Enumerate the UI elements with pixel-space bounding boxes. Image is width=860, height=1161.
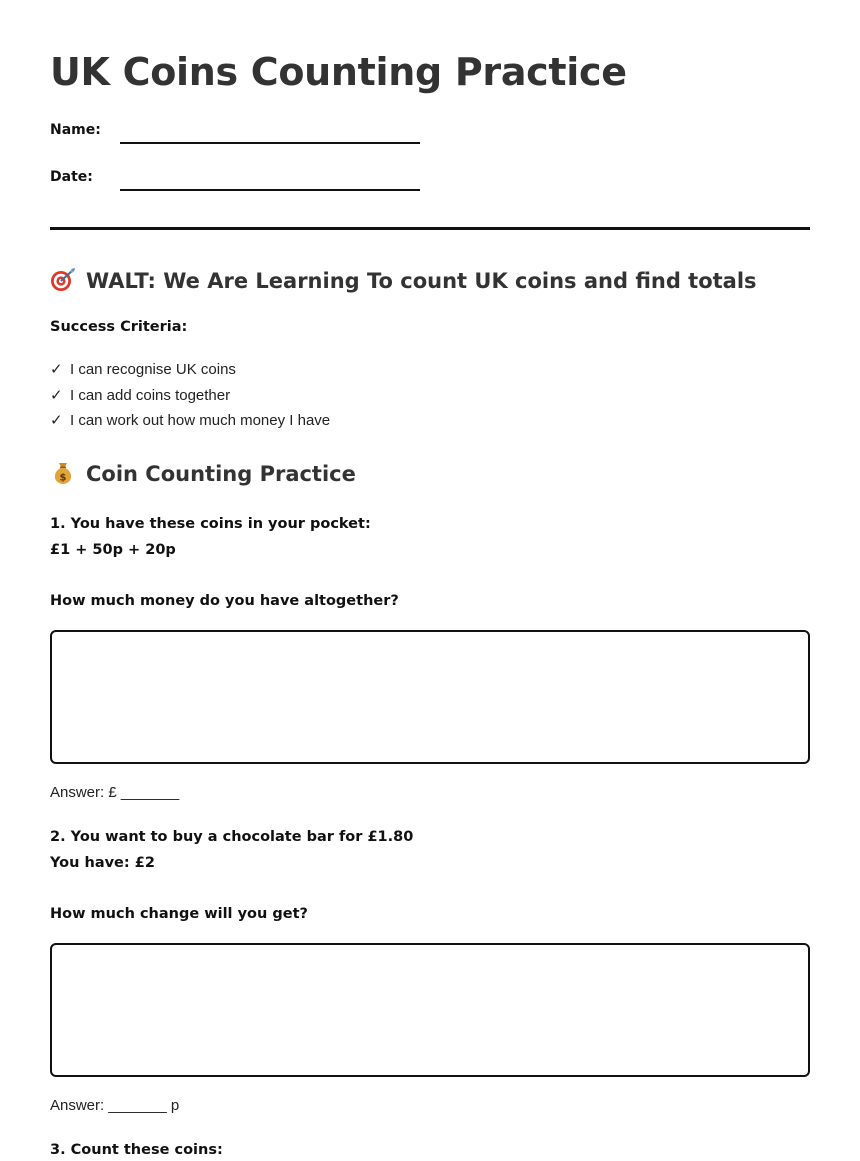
question-1-text: 1. You have these coins in your pocket: [50, 516, 371, 532]
question-2-text: 2. You want to buy a chocolate bar for £1.80 [50, 829, 414, 845]
criteria-item: ✓ I can add coins together [50, 386, 231, 404]
walt-heading [50, 268, 757, 293]
tick-icon: ✓ [50, 386, 63, 404]
worksheet-title: UK Coins Counting Practice [50, 50, 627, 94]
question-1-answer: Answer: £ _______ [50, 784, 180, 801]
walt-heading-text: WALT: We Are Learning To count UK coins and find totals [86, 269, 757, 293]
question-3-text: 3. Count these coins: [50, 1142, 223, 1158]
header-divider [50, 227, 810, 230]
question-1-prompt: How much money do you have altogether? [50, 593, 399, 609]
date-label: Date: [50, 169, 93, 185]
date-write-line [120, 189, 420, 191]
question-2-have: You have: £2 [50, 855, 155, 871]
tick-icon: ✓ [50, 412, 63, 429]
success-criteria-label: Success Criteria: [50, 319, 188, 335]
tick-icon: ✓ [50, 361, 63, 378]
criteria-item: ✓ I can work out how much money I have [50, 412, 331, 429]
name-label: Name: [50, 122, 101, 138]
question-2-prompt: How much change will you get? [50, 906, 308, 922]
target-icon [50, 268, 76, 292]
question-1-working-box[interactable] [50, 630, 810, 764]
name-field [50, 122, 450, 146]
svg-text:$: $ [59, 472, 67, 484]
question-2-working-box[interactable] [50, 943, 810, 1077]
money-bag-icon [50, 461, 76, 485]
name-write-line [120, 142, 420, 144]
date-field [50, 169, 450, 193]
practice-heading [50, 461, 356, 486]
practice-heading-text: Coin Counting Practice [86, 462, 356, 486]
question-2-answer: Answer: _______ p [50, 1097, 180, 1114]
criteria-item: ✓ I can recognise UK coins [50, 361, 236, 378]
question-1-coins: £1 + 50p + 20p [50, 542, 176, 558]
success-criteria-list [50, 360, 330, 437]
